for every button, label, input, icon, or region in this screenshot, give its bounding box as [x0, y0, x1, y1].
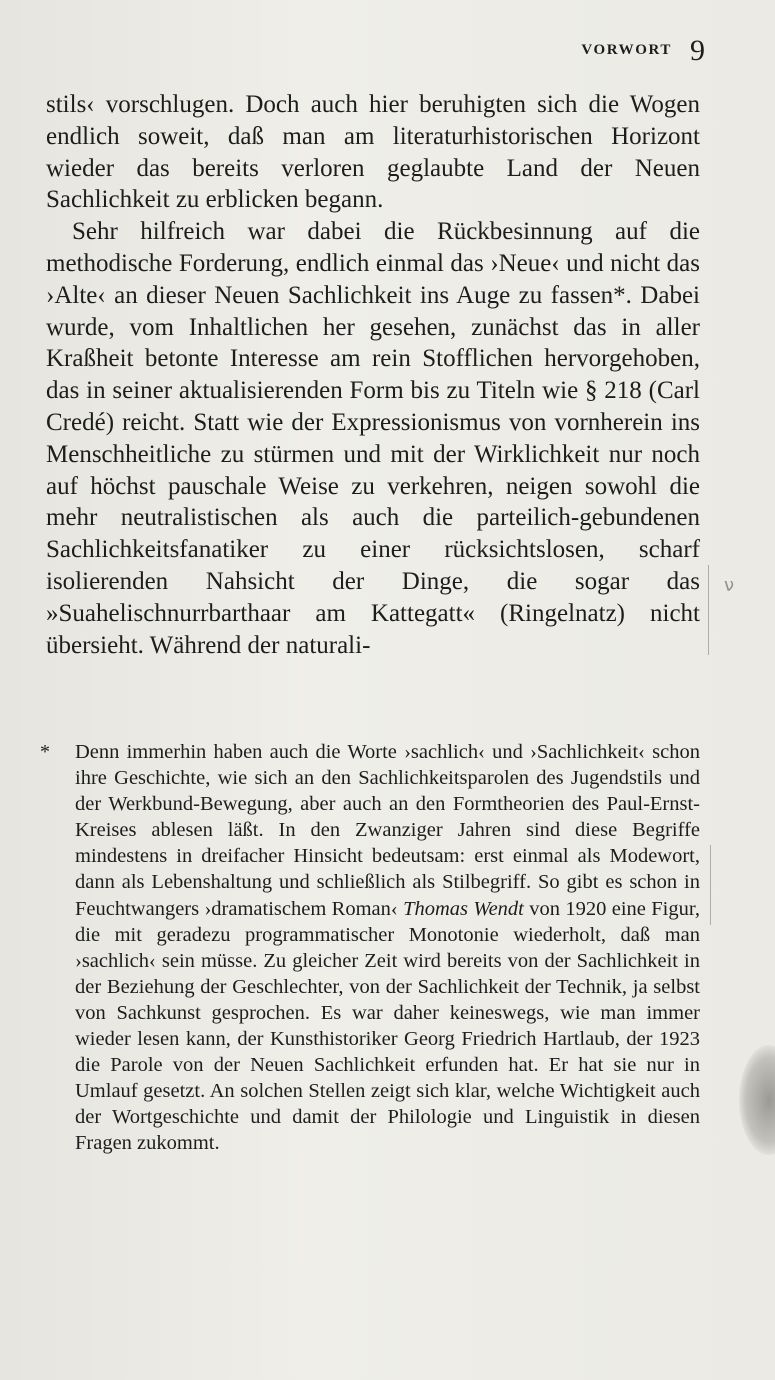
pencil-margin-line-footnote	[706, 845, 711, 925]
thumb-shadow	[739, 1045, 775, 1155]
pencil-margin-line	[704, 565, 709, 655]
footnote-text-part-a: Denn immerhin haben auch die Worte ›sachlich‹ und ›Sachlichkeit‹ schon ihre Geschichte, wie sich an den Sachlichkeitsparolen des Jugendstils und der Werkbund-Bewegung, aber auch an den Formtheorien des Paul-Ernst-Kreises ablesen läßt. In den Zwanziger Jahren sind diese Begriffe mindestens in dreifacher Hinsicht bedeutsam: erst einmal als Modewort, dann als Lebenshaltung und schließlich als Stilbegriff. So gibt es schon in Feuchtwangers ›dramatischem Roman‹	[75, 741, 700, 920]
footnote-marker: *	[40, 741, 50, 763]
main-text	[46, 89, 700, 661]
footnote-book-title: Thomas Wendt	[403, 897, 524, 920]
pencil-margin-check-mark: ν	[724, 575, 735, 596]
footnote-text-part-b: von 1920 eine Figur, die mit geradezu programmatischer Monotonie wiederholt, daß man ›sachlich‹ sein müsse. Zu gleicher Zeit wird bereits von der Sachlichkeit in der Beziehung der Geschlechter, von der Sachlichkeit der Technik, ja selbst von Sachkunst gesprochen. Es war daher keineswegs, wie man immer wieder lesen kann, der Kunsthistoriker Georg Friedrich Hartlaub, der 1923 die Parole von der Neuen Sachlichkeit erfunden hat. Er hat sie nur in Umlauf gesetzt. An solchen Stellen zeigt sich klar, welche Wichtigkeit auch der Wortgeschichte und damit der Philologie und Linguistik in diesen Fragen zukommt.	[75, 897, 700, 1155]
paragraph-1: stils‹ vorschlugen. Doch auch hier beruhigten sich die Wogen endlich soweit, daß man am literaturhistorischen Horizont wieder das bereits verloren geglaubte Land der Neuen Sachlichkeit zu erblicken begann.	[46, 91, 700, 214]
footnote	[40, 739, 700, 1157]
running-head-title: VORWORT	[581, 42, 672, 58]
footnote-text	[75, 739, 700, 1157]
running-head	[0, 28, 705, 67]
paragraph-2: Sehr hilfreich war dabei die Rückbesinnung auf die methodische Forderung, endlich einmal das ›Neue‹ und nicht das ›Alte‹ an dieser Neuen Sachlichkeit ins Auge zu fassen*. Dabei wurde, vom Inhaltlichen her gesehen, zunächst das in aller Kraßheit betonte Interesse am rein Stofflichen hervorgehoben, das in seiner aktualisierenden Form bis zu Titeln wie § 218 (Carl Credé) reicht. Statt wie der Expressionismus von vornherein ins Menschheitliche zu stürmen und mit der Wirklichkeit nur noch auf höchst pauschale Weise zu verkehren, neigen sowohl die mehr neutralistischen als auch die parteilich-gebundenen Sachlichkeitsfanatiker zu einer rücksichtslosen, scharf isolierenden Nahsicht der Dinge, die sogar das »Suahelischnurrbarthaar am Kattegatt« (Ringelnatz) nicht übersieht. Während der naturali-	[46, 218, 700, 659]
page-number: 9	[690, 34, 705, 67]
